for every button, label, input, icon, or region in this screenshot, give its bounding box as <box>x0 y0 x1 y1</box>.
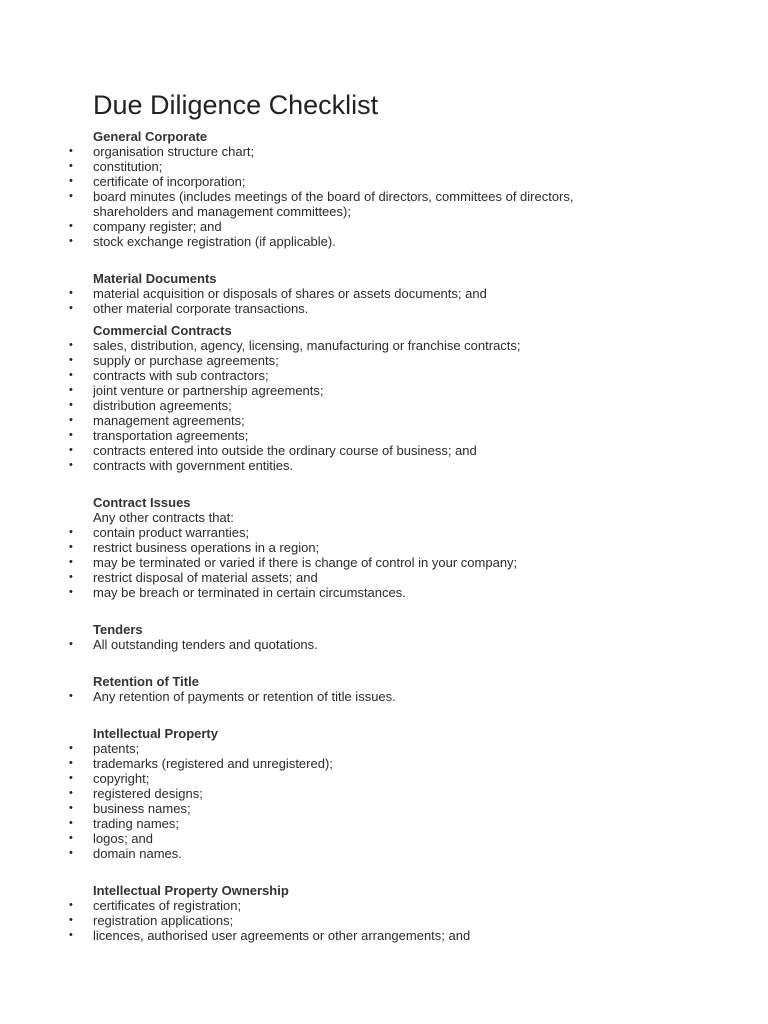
section-general-corporate <box>93 129 768 249</box>
section-retention-of-title <box>93 674 768 704</box>
list-item: • domain names. <box>93 846 613 861</box>
list-item: • patents; <box>93 741 613 756</box>
section-heading: Material Documents <box>93 271 217 286</box>
list-item: • management agreements; <box>93 413 613 428</box>
list-item: • may be breach or terminated in certain circumstances. <box>93 585 613 600</box>
section-heading: Intellectual Property <box>93 726 218 741</box>
list-item: • restrict disposal of material assets; and <box>93 570 613 585</box>
list-item: • Any retention of payments or retention of title issues. <box>93 689 613 704</box>
list-item: • contracts with government entities. <box>93 458 613 473</box>
list-item: • logos; and <box>93 831 613 846</box>
list-item: • trademarks (registered and unregistered); <box>93 756 613 771</box>
section-tenders <box>93 622 768 652</box>
section-commercial-contracts <box>93 323 768 473</box>
item-list <box>93 898 768 943</box>
item-list <box>93 144 768 249</box>
item-list <box>93 741 768 861</box>
section-heading: Commercial Contracts <box>93 323 232 338</box>
section-heading: General Corporate <box>93 129 208 144</box>
list-item: • transportation agreements; <box>93 428 613 443</box>
list-item: • contain product warranties; <box>93 525 613 540</box>
item-list <box>93 286 768 316</box>
list-item: • constitution; <box>93 159 613 174</box>
list-item: • All outstanding tenders and quotations. <box>93 637 613 652</box>
list-item: • certificates of registration; <box>93 898 613 913</box>
list-item: • stock exchange registration (if applicable). <box>93 234 613 249</box>
list-item: • certificate of incorporation; <box>93 174 613 189</box>
list-item: • other material corporate transactions. <box>93 301 613 316</box>
list-item: • licences, authorised user agreements or other arrangements; and <box>93 928 613 943</box>
section-heading: Retention of Title <box>93 674 199 689</box>
section-heading: Intellectual Property Ownership <box>93 883 289 898</box>
list-item: • business names; <box>93 801 613 816</box>
list-item: • organisation structure chart; <box>93 144 613 159</box>
item-list <box>93 689 768 704</box>
document-title: Due Diligence Checklist <box>93 90 379 120</box>
section-contract-issues <box>93 495 768 600</box>
section-heading: Contract Issues <box>93 495 191 510</box>
list-item: • joint venture or partnership agreements; <box>93 383 613 398</box>
list-item: • contracts entered into outside the ordinary course of business; and <box>93 443 613 458</box>
section-heading: Tenders <box>93 622 143 637</box>
list-item: • material acquisition or disposals of shares or assets documents; and <box>93 286 613 301</box>
list-item: • contracts with sub contractors; <box>93 368 613 383</box>
list-item: • distribution agreements; <box>93 398 613 413</box>
section-intellectual-property-ownership <box>93 883 768 943</box>
item-list <box>93 525 768 600</box>
list-item: • registered designs; <box>93 786 613 801</box>
list-item: • registration applications; <box>93 913 613 928</box>
item-list <box>93 637 768 652</box>
section-intellectual-property <box>93 726 768 861</box>
item-list <box>93 338 768 473</box>
list-item: • restrict business operations in a region; <box>93 540 613 555</box>
list-item: • copyright; <box>93 771 613 786</box>
list-item: • company register; and <box>93 219 613 234</box>
list-item: • trading names; <box>93 816 613 831</box>
list-item: • supply or purchase agreements; <box>93 353 613 368</box>
section-material-documents <box>93 271 768 316</box>
list-item: • may be terminated or varied if there is change of control in your company; <box>93 555 613 570</box>
section-intro: Any other contracts that: <box>93 510 234 525</box>
list-item: • board minutes (includes meetings of the board of directors, committees of directors, shareholders and management committees); <box>93 189 613 219</box>
list-item: • sales, distribution, agency, licensing, manufacturing or franchise contracts; <box>93 338 613 353</box>
